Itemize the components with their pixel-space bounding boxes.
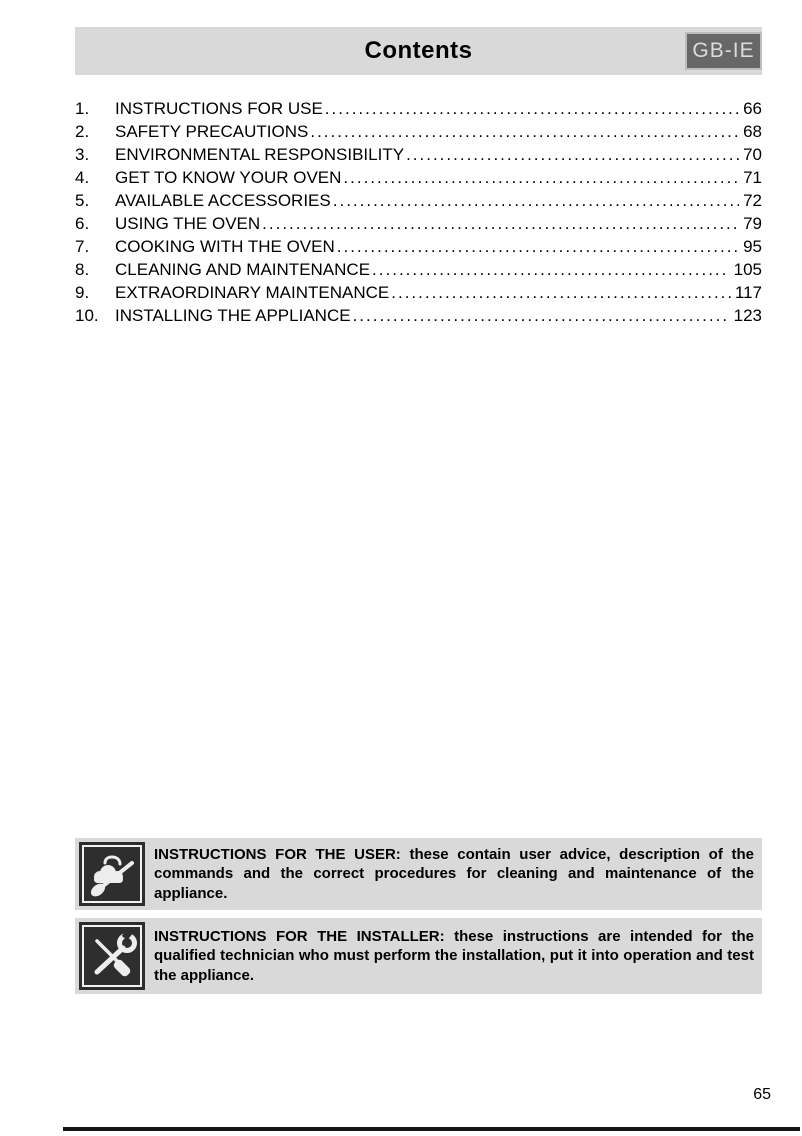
toc-entry[interactable]: [75, 120, 762, 143]
toc-entry-label: EXTRAORDINARY MAINTENANCE: [115, 283, 390, 302]
toc-entry-label: ENVIRONMENTAL RESPONSIBILITY: [115, 145, 405, 164]
toc-dot-leader: [341, 166, 739, 189]
toc-entry-label: INSTRUCTIONS FOR USE: [115, 99, 323, 118]
user-note-text: INSTRUCTIONS FOR THE USER: these contain user advice, description of the commands and the correct procedures for cleaning and maintenance of the appliance.: [154, 845, 754, 902]
toc-entry-page: 66: [743, 99, 762, 118]
toc-entry-number: 5.: [75, 191, 90, 210]
toc-entry-page: 123: [733, 306, 762, 325]
toc-dot-leader: [260, 212, 739, 235]
toc-dot-leader: [389, 281, 731, 304]
toc-dot-leader: [404, 143, 739, 166]
toc-entry-page: 79: [743, 214, 762, 233]
toc-entry-label: COOKING WITH THE OVEN: [115, 237, 335, 256]
toc-entry-page: 95: [743, 237, 762, 256]
notes-section: [75, 838, 762, 994]
user-instructions-note: [75, 838, 762, 910]
toc-entry-number: 10.: [75, 306, 99, 325]
toc-entry-page: 117: [734, 283, 762, 302]
toc-entry-label: CLEANING AND MAINTENANCE: [115, 260, 371, 279]
toc-entry-number: 9.: [75, 283, 90, 302]
bottom-rule: [63, 1127, 800, 1131]
toc-entry[interactable]: [75, 212, 762, 235]
tools-icon: [79, 922, 145, 990]
toc-entry-number: 6.: [75, 214, 90, 233]
toc-dot-leader: [308, 120, 739, 143]
region-badge: GB-IE: [685, 32, 762, 70]
toc-entry[interactable]: [75, 143, 762, 166]
toc-entry[interactable]: [75, 166, 762, 189]
toc-entry-page: 105: [733, 260, 762, 279]
toc-entry[interactable]: [75, 304, 762, 327]
toc-entry[interactable]: [75, 189, 762, 212]
toc-entry-page: 71: [743, 168, 762, 187]
toc-entry[interactable]: [75, 97, 762, 120]
toc-entry-number: 7.: [75, 237, 90, 256]
toc-entry-number: 3.: [75, 145, 90, 164]
page-number: 65: [753, 1086, 771, 1103]
icon-frame: [82, 925, 142, 987]
toc-dot-leader: [351, 304, 730, 327]
toc-entry-page: 70: [743, 145, 762, 164]
toc-entry-label: USING THE OVEN: [115, 214, 261, 233]
toc-entry-number: 4.: [75, 168, 90, 187]
toc-entry-label: GET TO KNOW YOUR OVEN: [115, 168, 342, 187]
toc-entry-number: 8.: [75, 260, 90, 279]
contents-header: [75, 27, 762, 75]
toc-entry[interactable]: [75, 235, 762, 258]
toc-entry-label: INSTALLING THE APPLIANCE: [115, 306, 351, 325]
toc-entry-page: 72: [743, 191, 762, 210]
toc-entry-page: 68: [743, 122, 762, 141]
icon-frame: [82, 845, 142, 903]
toc-dot-leader: [331, 189, 739, 212]
chef-utensils-icon: [79, 842, 145, 906]
page-title: Contents: [364, 37, 473, 64]
toc-entry-label: AVAILABLE ACCESSORIES: [115, 191, 331, 210]
toc-dot-leader: [370, 258, 730, 281]
toc-dot-leader: [323, 97, 739, 120]
toc-dot-leader: [335, 235, 739, 258]
installer-note-text: INSTRUCTIONS FOR THE INSTALLER: these instructions are intended for the qualified technician who must perform the installation, put it into operation and test the appliance.: [154, 927, 754, 984]
toc-entry-number: 1.: [75, 99, 90, 118]
installer-instructions-note: [75, 918, 762, 994]
toc-entry[interactable]: [75, 258, 762, 281]
toc-entry[interactable]: [75, 281, 762, 304]
toc-entry-number: 2.: [75, 122, 90, 141]
toc-list: [75, 97, 762, 327]
toc-entry-label: SAFETY PRECAUTIONS: [115, 122, 309, 141]
